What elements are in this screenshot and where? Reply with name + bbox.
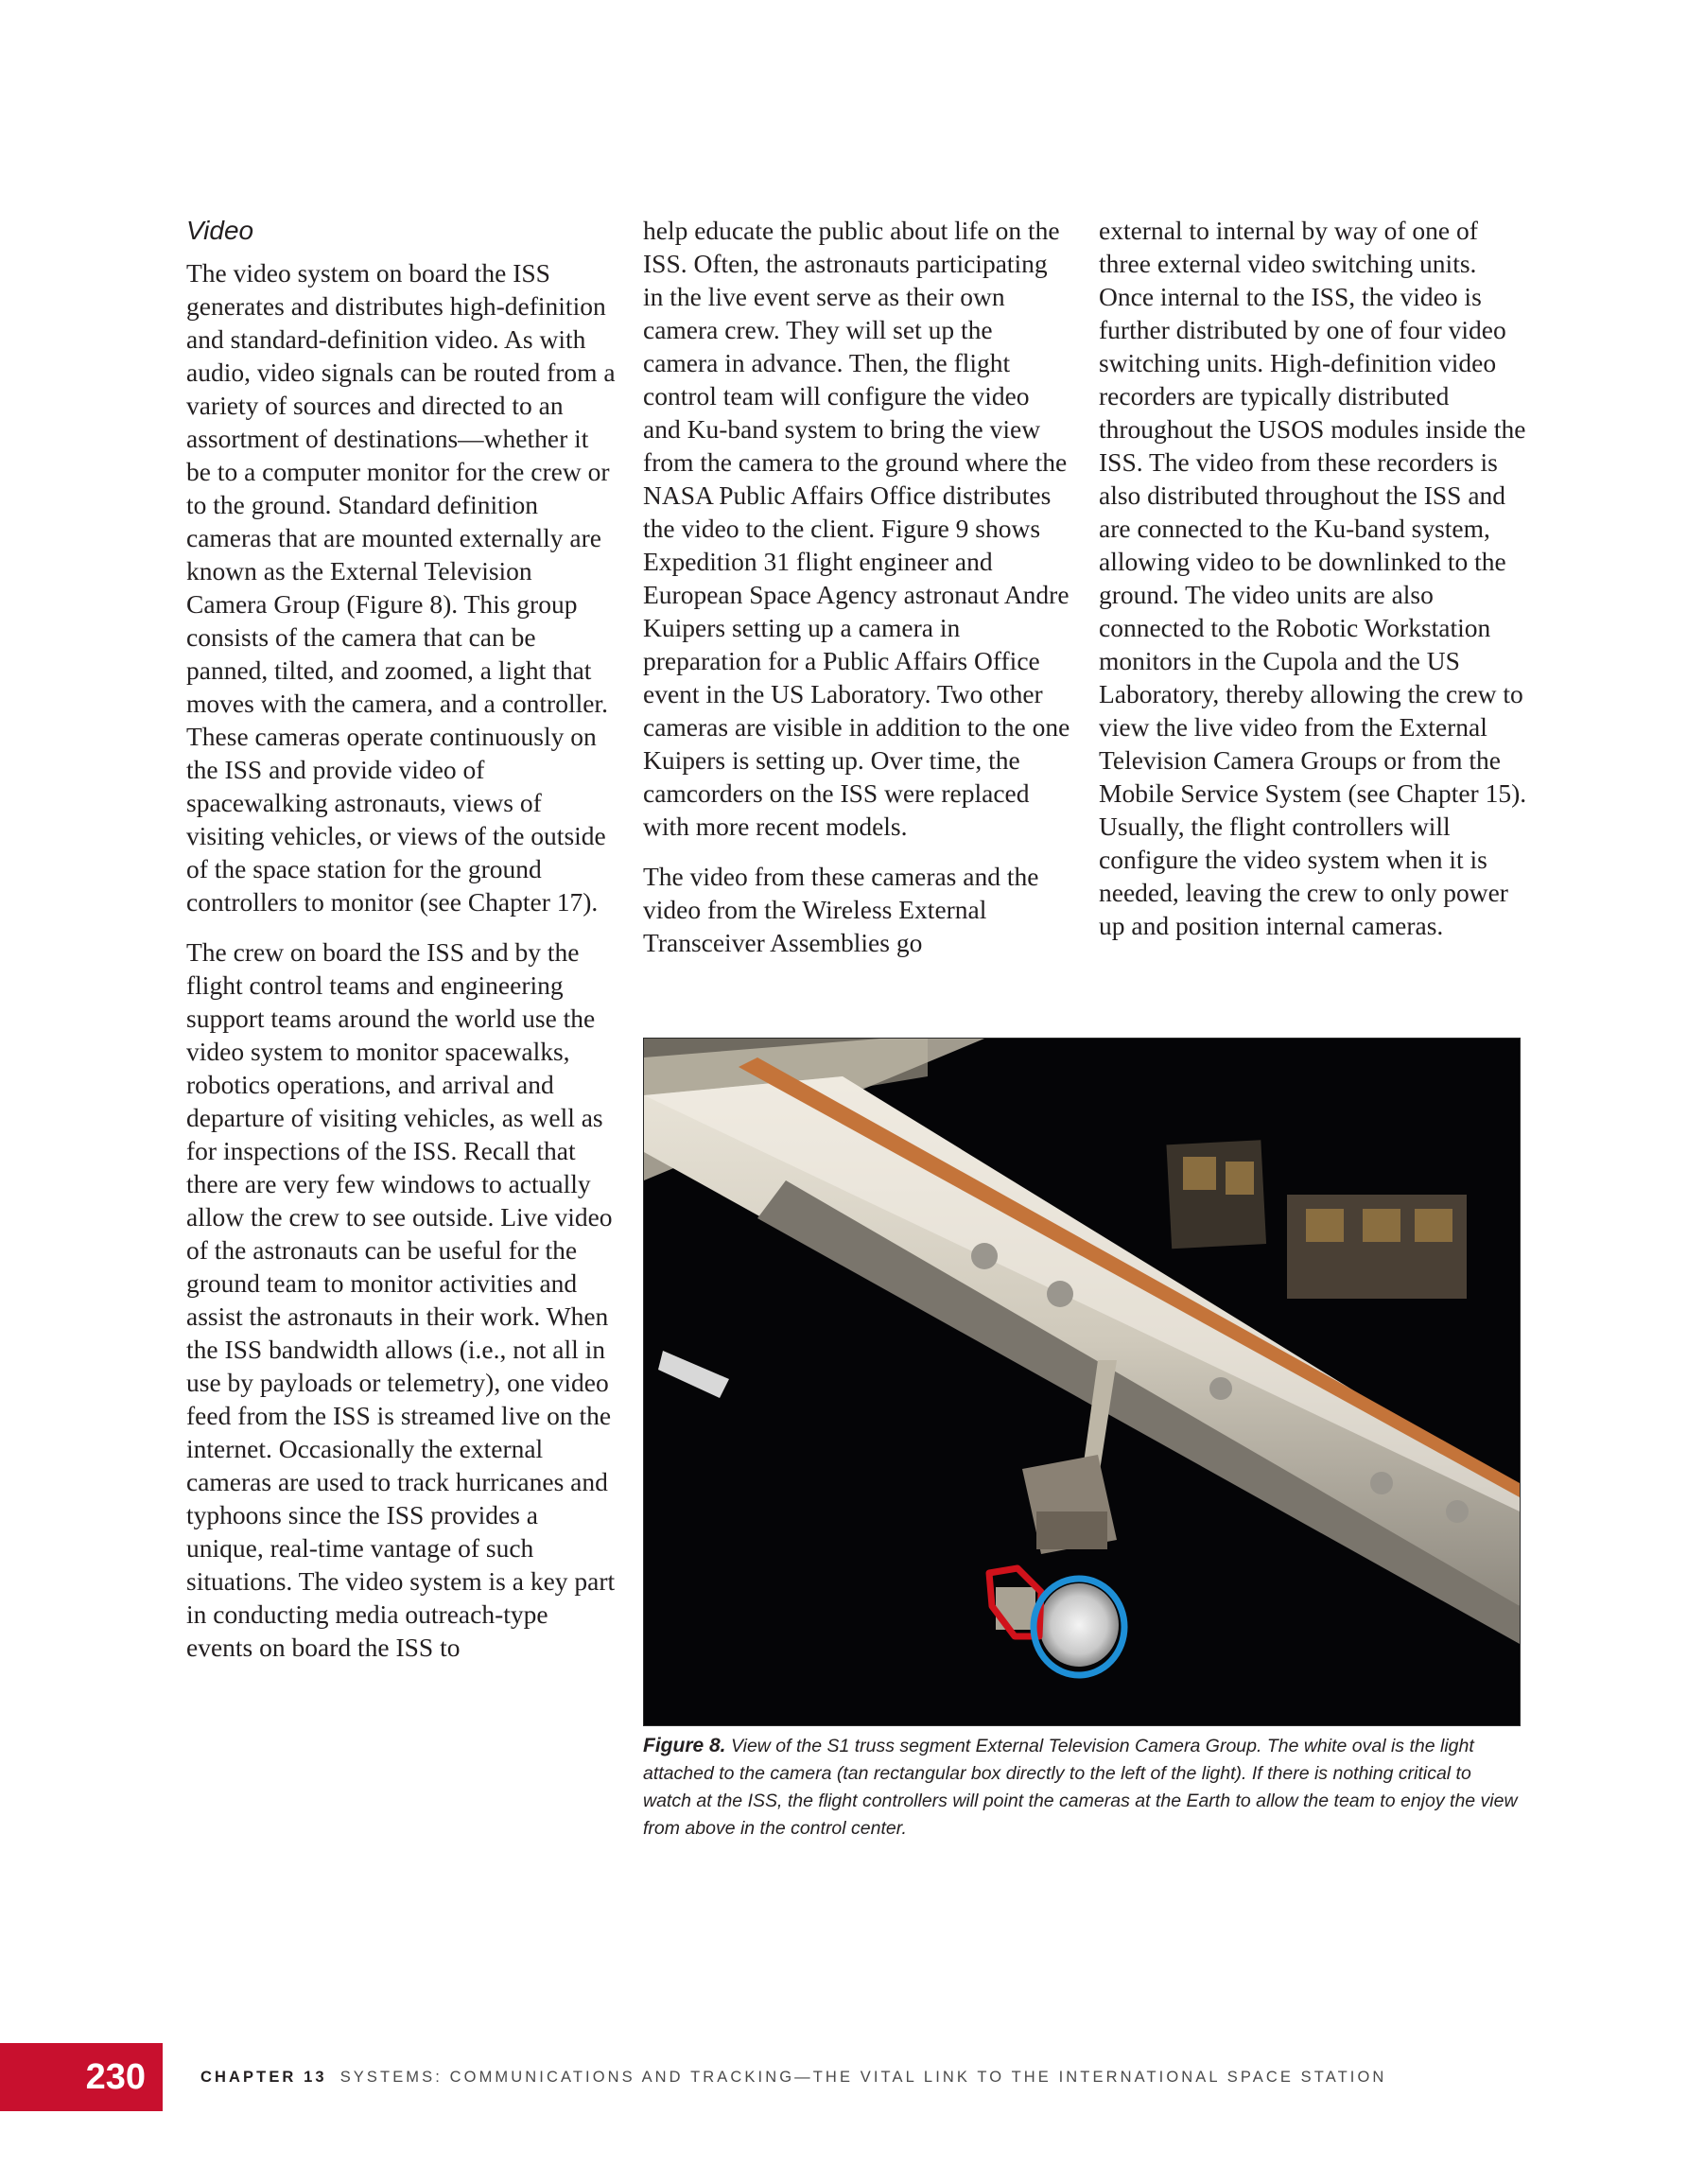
figure-caption-text: View of the S1 truss segment External Television Camera Group. The white oval is the light attached to the camera (tan rectangular box directly to the left of the light). If there is nothing critical to watch at the ISS, the flight controllers will point the cameras at the Earth to allow the team to enjoy the view from above in the control center. [643,1736,1518,1839]
section-heading: Video [186,216,254,245]
chapter-title: SYSTEMS: COMMUNICATIONS AND TRACKING—THE VITAL LINK TO THE INTERNATIONAL SPACE STATION [339,2069,1387,2086]
text-column-1 [186,214,617,1681]
page-footer [0,2043,1687,2111]
figure-caption [643,1732,1522,1843]
paragraph: help educate the public about life on the ISS. Often, the astronauts participating in the live event serve as their own camera crew. They will set up the camera in advance. Then, the flight control team will configure the video and Ku-band system to bring the view from the camera to the ground where the NASA Public Affairs Office distributes the video to the client. Figure 9 shows Expedition 31 flight engineer and European Space Agency astronaut Andre Kuipers setting up a camera in preparation for a Public Affairs Office event in the US Laboratory. Two other cameras are visible in addition to the one Kuipers is setting up. Over time, the camcorders on the ISS were replaced with more recent models. [643,216,1070,841]
text-column-3 [1099,214,1529,959]
paragraph: external to internal by way of one of three external video switching units. Once internal to the ISS, the video is further distributed by one of four video switching units. High-definition video recorders are typically distributed throughout the USOS modules inside the ISS. The video from these recorders is also distributed throughout the ISS and are connected to the Ku-band system, allowing video to be downlinked to the ground. The video units are also connected to the Robotic Workstation monitors in the Cupola and the US Laboratory, thereby allowing the crew to view the live video from the External Television Camera Groups or from the Mobile Service System (see Chapter 15). Usually, the flight controllers will configure the video system when it is needed, leaving the crew to only power up and position internal cameras. [1099,216,1527,940]
text-column-2 [643,214,1073,976]
paragraph: The video system on board the ISS generates and distributes high-definition and standard-definition video. As with audio, video signals can be routed from a variety of sources and directed to an assortment of destinations—whether it be to a computer monitor for the crew or to the ground. Standard definition cameras that are mounted externally are known as the External Television Camera Group (Figure 8). This group consists of the camera that can be panned, tilted, and zoomed, a light that moves with the camera, and a controller. These cameras operate continuously on the ISS and provide video of spacewalking astronauts, views of visiting vehicles, or views of the outside of the space station for the ground controllers to monitor (see Chapter 17). [186,258,616,917]
chapter-label: CHAPTER 13 [200,2069,327,2086]
running-footer [200,2043,1386,2111]
figure-8-photo [643,1038,1521,1726]
page-number: 230 [0,2043,163,2111]
figure-label: Figure 8. [643,1735,726,1756]
paragraph: The crew on board the ISS and by the flight control teams and engineering support teams around the world use the video system to monitor spacewalks, robotics operations, and arrival and departure of visiting vehicles, as well as for inspections of the ISS. Recall that there are very few windows to actually allow the crew to see outside. Live video of the astronauts can be useful for the ground team to monitor activities and assist the astronauts in their work. When the ISS bandwidth allows (i.e., not all in use by payloads or telemetry), one video feed from the ISS is streamed live on the internet. Occasionally the external cameras are used to track hurricanes and typhoons since the ISS provides a unique, real-time vantage of such situations. The video system is a key part in conducting media outreach-type events on board the ISS to [186,937,616,1662]
paragraph: The video from these cameras and the video from the Wireless External Transceiver Assemblies go [643,862,1039,957]
